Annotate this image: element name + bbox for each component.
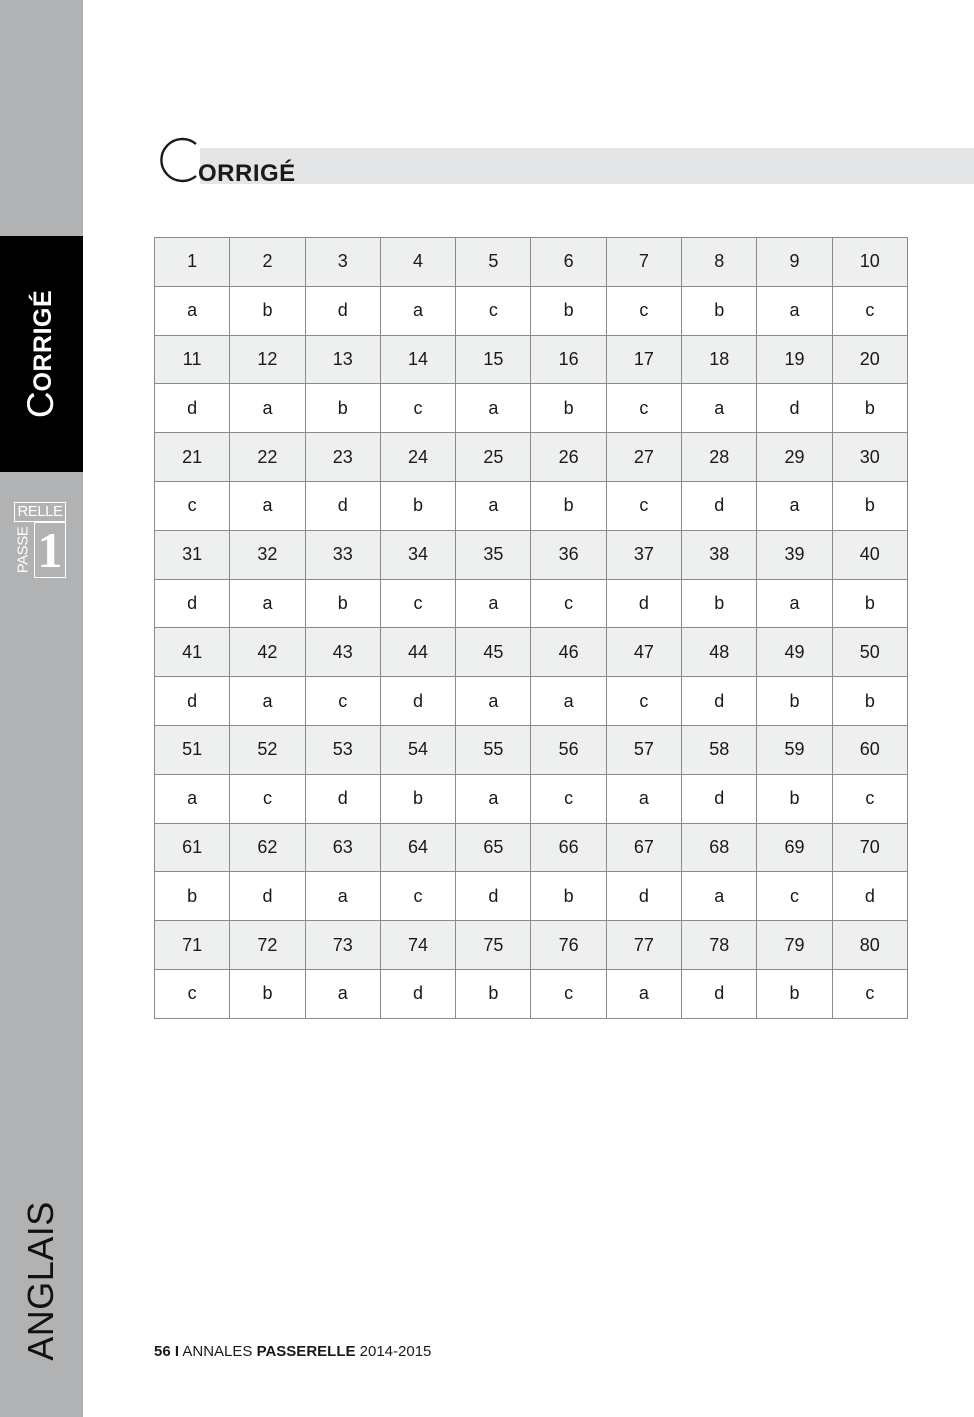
question-number-cell: 74	[380, 921, 455, 970]
answer-cell: c	[757, 872, 832, 921]
question-number-row	[155, 628, 908, 677]
answer-cell: d	[380, 677, 455, 726]
answer-cell: a	[456, 579, 531, 628]
question-number-cell: 67	[606, 823, 681, 872]
question-number-cell: 78	[682, 921, 757, 970]
answer-cell: c	[531, 579, 606, 628]
footer-years: 2014-2015	[359, 1343, 432, 1360]
question-number-cell: 41	[155, 628, 230, 677]
question-number-row	[155, 433, 908, 482]
answer-cell: a	[682, 872, 757, 921]
answer-cell: a	[380, 286, 455, 335]
answer-cell: b	[230, 969, 305, 1018]
answer-row	[155, 384, 908, 433]
question-number-cell: 37	[606, 530, 681, 579]
question-number-cell: 66	[531, 823, 606, 872]
answer-row	[155, 579, 908, 628]
answer-cell: a	[230, 384, 305, 433]
answer-cell: b	[531, 872, 606, 921]
footer-passerelle: PASSERELLE	[256, 1343, 356, 1360]
answer-cell: a	[757, 481, 832, 530]
question-number-cell: 63	[305, 823, 380, 872]
question-number-cell: 68	[682, 823, 757, 872]
question-number-cell: 58	[682, 725, 757, 774]
answer-grid	[154, 237, 908, 1019]
question-number-cell: 79	[757, 921, 832, 970]
answer-cell: a	[531, 677, 606, 726]
question-number-row	[155, 823, 908, 872]
answer-cell: a	[757, 579, 832, 628]
question-number-cell: 18	[682, 335, 757, 384]
answer-cell: b	[531, 384, 606, 433]
question-number-cell: 44	[380, 628, 455, 677]
answer-cell: b	[757, 774, 832, 823]
logo-side-text: PASSE	[14, 526, 32, 574]
footer-separator: I	[174, 1343, 180, 1360]
logo-top-text: RELLE	[14, 502, 66, 522]
question-number-cell: 75	[456, 921, 531, 970]
question-number-row	[155, 921, 908, 970]
question-number-cell: 51	[155, 725, 230, 774]
question-number-cell: 40	[832, 530, 907, 579]
answer-cell: d	[305, 774, 380, 823]
question-number-cell: 24	[380, 433, 455, 482]
question-number-cell: 25	[456, 433, 531, 482]
answer-cell: c	[155, 481, 230, 530]
answer-cell: c	[380, 384, 455, 433]
answer-cell: b	[832, 677, 907, 726]
answer-cell: c	[230, 774, 305, 823]
answer-cell: a	[456, 384, 531, 433]
question-number-cell: 35	[456, 530, 531, 579]
question-number-cell: 47	[606, 628, 681, 677]
question-number-cell: 57	[606, 725, 681, 774]
answer-cell: c	[531, 969, 606, 1018]
answer-cell: c	[305, 677, 380, 726]
question-number-cell: 54	[380, 725, 455, 774]
question-number-cell: 27	[606, 433, 681, 482]
question-number-cell: 36	[531, 530, 606, 579]
question-number-cell: 23	[305, 433, 380, 482]
answer-cell: a	[305, 969, 380, 1018]
answer-cell: b	[305, 579, 380, 628]
question-number-row	[155, 725, 908, 774]
question-number-row	[155, 238, 908, 287]
sidebar-section-label	[20, 290, 62, 418]
sidebar	[0, 0, 83, 1417]
answer-cell: d	[456, 872, 531, 921]
question-number-cell: 73	[305, 921, 380, 970]
question-number-cell: 34	[380, 530, 455, 579]
question-number-cell: 17	[606, 335, 681, 384]
answer-cell: b	[682, 286, 757, 335]
question-number-cell: 3	[305, 238, 380, 287]
answer-cell: d	[155, 384, 230, 433]
question-number-cell: 21	[155, 433, 230, 482]
question-number-cell: 62	[230, 823, 305, 872]
answer-cell: b	[155, 872, 230, 921]
question-number-cell: 8	[682, 238, 757, 287]
answer-cell: d	[305, 481, 380, 530]
question-number-cell: 71	[155, 921, 230, 970]
question-number-cell: 30	[832, 433, 907, 482]
answer-cell: d	[682, 677, 757, 726]
answer-cell: c	[606, 677, 681, 726]
question-number-cell: 22	[230, 433, 305, 482]
question-number-cell: 60	[832, 725, 907, 774]
answer-cell: d	[682, 969, 757, 1018]
footer-annales: ANNALES	[182, 1343, 253, 1360]
question-number-cell: 70	[832, 823, 907, 872]
question-number-cell: 48	[682, 628, 757, 677]
answer-cell: d	[606, 579, 681, 628]
page-number: 56	[154, 1343, 171, 1360]
question-number-cell: 53	[305, 725, 380, 774]
page-title: ORRIGÉ	[198, 160, 296, 187]
question-number-cell: 1	[155, 238, 230, 287]
answer-cell: b	[757, 969, 832, 1018]
answer-cell: a	[155, 774, 230, 823]
answer-cell: a	[155, 286, 230, 335]
answer-cell: d	[155, 677, 230, 726]
footer	[154, 1343, 431, 1360]
answer-row	[155, 872, 908, 921]
answer-cell: b	[682, 579, 757, 628]
answer-cell: b	[832, 481, 907, 530]
logo-side	[14, 522, 32, 578]
answer-cell: a	[606, 969, 681, 1018]
question-number-cell: 31	[155, 530, 230, 579]
question-number-cell: 64	[380, 823, 455, 872]
question-number-cell: 59	[757, 725, 832, 774]
question-number-cell: 46	[531, 628, 606, 677]
answer-cell: d	[606, 872, 681, 921]
question-number-cell: 39	[757, 530, 832, 579]
question-number-cell: 77	[606, 921, 681, 970]
answer-cell: c	[155, 969, 230, 1018]
question-number-cell: 15	[456, 335, 531, 384]
question-number-cell: 4	[380, 238, 455, 287]
passerelle-logo	[14, 502, 66, 578]
answer-row	[155, 481, 908, 530]
answer-cell: d	[230, 872, 305, 921]
question-number-cell: 72	[230, 921, 305, 970]
answer-cell: a	[606, 774, 681, 823]
answer-cell: c	[531, 774, 606, 823]
question-number-cell: 55	[456, 725, 531, 774]
answer-cell: d	[682, 481, 757, 530]
answer-cell: c	[606, 384, 681, 433]
sidebar-section-rest: ORRIGÉ	[29, 289, 57, 392]
question-number-cell: 65	[456, 823, 531, 872]
answer-cell: d	[757, 384, 832, 433]
question-number-cell: 7	[606, 238, 681, 287]
logo-number: 1	[34, 522, 66, 578]
answer-cell: a	[230, 677, 305, 726]
answer-cell: c	[606, 286, 681, 335]
answer-cell: c	[832, 774, 907, 823]
sidebar-section-initial: C	[20, 391, 61, 419]
question-number-cell: 80	[832, 921, 907, 970]
answer-cell: c	[456, 286, 531, 335]
title-initial	[152, 136, 200, 184]
question-number-cell: 76	[531, 921, 606, 970]
answer-cell: d	[305, 286, 380, 335]
answer-row	[155, 969, 908, 1018]
answer-cell: b	[531, 286, 606, 335]
answer-cell: a	[230, 579, 305, 628]
question-number-cell: 12	[230, 335, 305, 384]
question-number-cell: 2	[230, 238, 305, 287]
question-number-cell: 10	[832, 238, 907, 287]
answer-row	[155, 774, 908, 823]
answer-cell: a	[305, 872, 380, 921]
answer-cell: d	[682, 774, 757, 823]
question-number-cell: 50	[832, 628, 907, 677]
answer-cell: a	[230, 481, 305, 530]
question-number-cell: 38	[682, 530, 757, 579]
question-number-cell: 32	[230, 530, 305, 579]
question-number-row	[155, 335, 908, 384]
answer-cell: a	[682, 384, 757, 433]
question-number-cell: 61	[155, 823, 230, 872]
question-number-cell: 28	[682, 433, 757, 482]
question-number-cell: 6	[531, 238, 606, 287]
question-number-cell: 9	[757, 238, 832, 287]
question-number-cell: 45	[456, 628, 531, 677]
answer-cell: d	[380, 969, 455, 1018]
question-number-cell: 52	[230, 725, 305, 774]
question-number-cell: 5	[456, 238, 531, 287]
answer-cell: b	[531, 481, 606, 530]
answer-cell: c	[832, 286, 907, 335]
question-number-cell: 13	[305, 335, 380, 384]
question-number-cell: 56	[531, 725, 606, 774]
answer-cell: b	[230, 286, 305, 335]
answer-cell: c	[606, 481, 681, 530]
question-number-cell: 20	[832, 335, 907, 384]
answer-cell: d	[832, 872, 907, 921]
answer-cell: b	[832, 579, 907, 628]
question-number-cell: 43	[305, 628, 380, 677]
answer-row	[155, 286, 908, 335]
question-number-cell: 42	[230, 628, 305, 677]
answer-cell: a	[456, 677, 531, 726]
question-number-cell: 14	[380, 335, 455, 384]
answer-cell: a	[456, 774, 531, 823]
answer-cell: d	[155, 579, 230, 628]
answer-cell: b	[832, 384, 907, 433]
answer-cell: a	[456, 481, 531, 530]
question-number-cell: 11	[155, 335, 230, 384]
answer-cell: c	[380, 872, 455, 921]
answer-cell: b	[380, 481, 455, 530]
sidebar-subject: ANGLAIS	[20, 1201, 61, 1361]
answer-cell: b	[380, 774, 455, 823]
question-number-row	[155, 530, 908, 579]
answer-cell: a	[757, 286, 832, 335]
answer-cell: b	[456, 969, 531, 1018]
question-number-cell: 26	[531, 433, 606, 482]
answer-cell: c	[832, 969, 907, 1018]
question-number-cell: 33	[305, 530, 380, 579]
question-number-cell: 69	[757, 823, 832, 872]
question-number-cell: 19	[757, 335, 832, 384]
answer-cell: c	[380, 579, 455, 628]
question-number-cell: 49	[757, 628, 832, 677]
question-number-cell: 16	[531, 335, 606, 384]
title-band	[200, 148, 974, 184]
answer-cell: b	[305, 384, 380, 433]
answer-cell: b	[757, 677, 832, 726]
answer-row	[155, 677, 908, 726]
question-number-cell: 29	[757, 433, 832, 482]
